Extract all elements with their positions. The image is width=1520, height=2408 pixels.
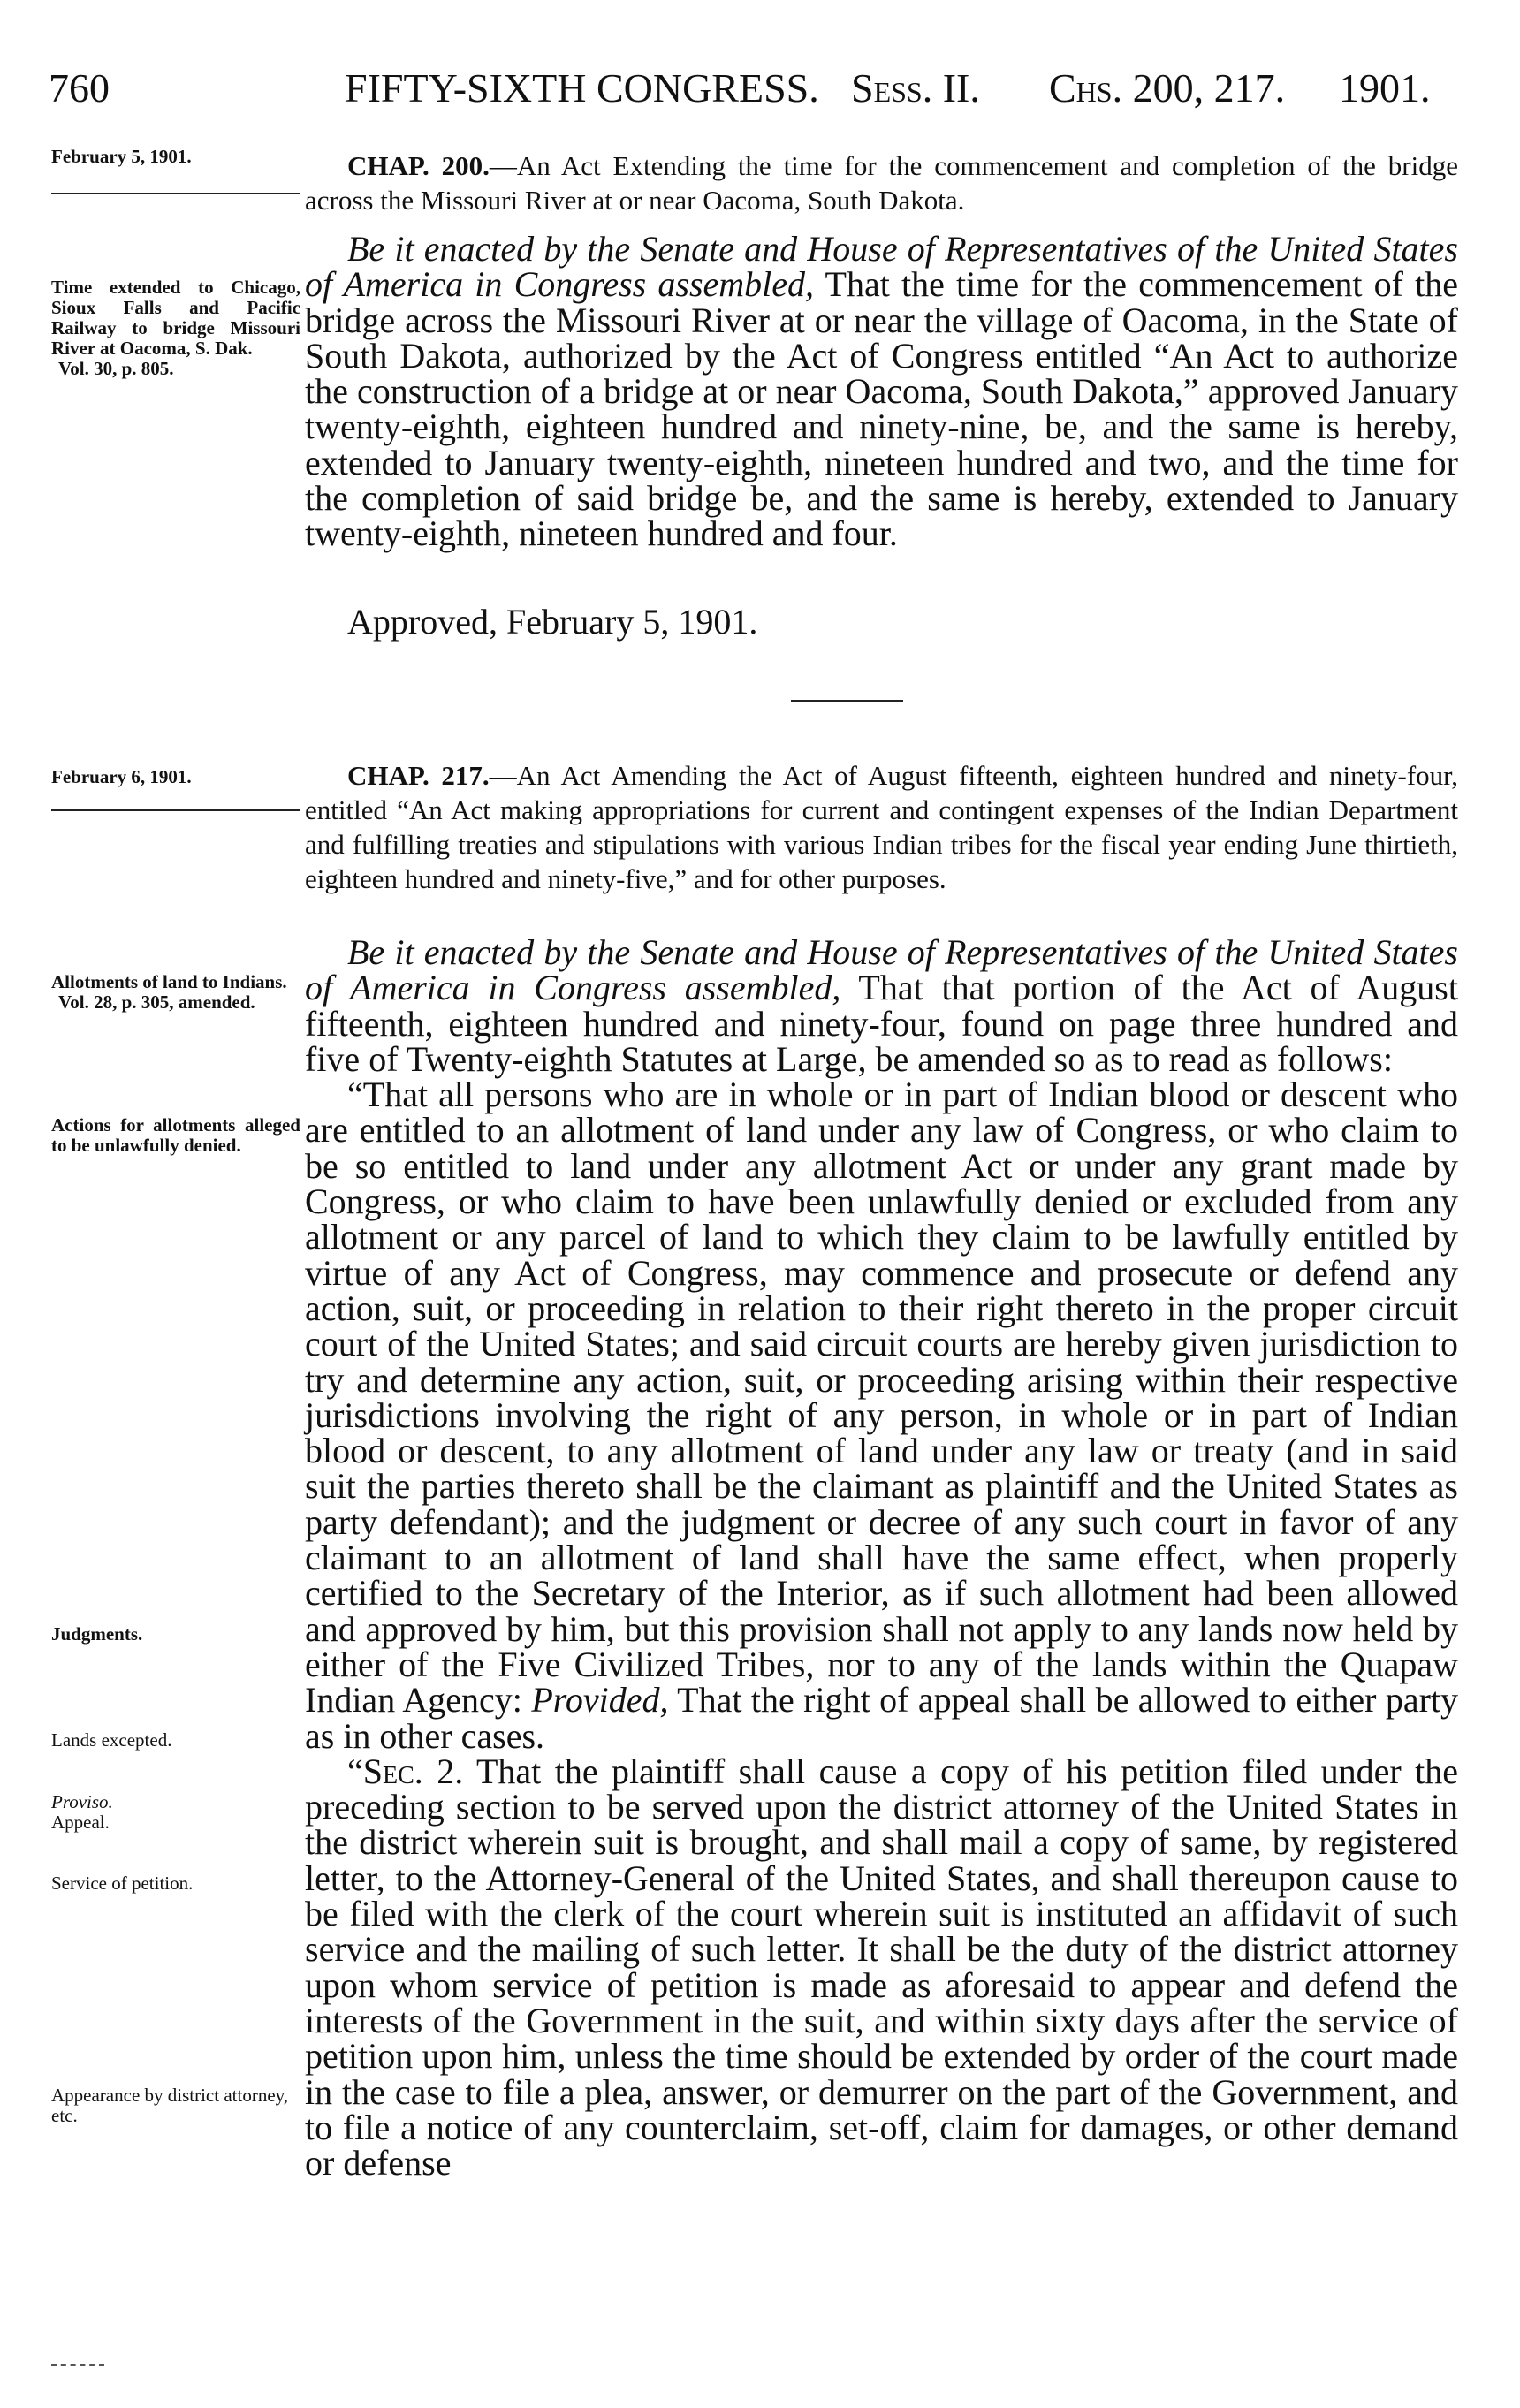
note-service [51,1873,300,1894]
note-proviso-text: Proviso. [51,1791,113,1812]
chap200-body [305,229,1458,554]
congress-title: FIFTY-SIXTH CONGRESS. [345,65,819,110]
note-appearance [51,2085,300,2126]
proviso-word: Provided, [531,1680,669,1721]
chap217-body [305,932,1459,2184]
note-service-text: Service of petition. [51,1872,194,1894]
footer-mark [51,2364,104,2366]
page-number: 760 [49,65,110,110]
chap200-date: February 5, 1901. [51,146,192,167]
note-lands-excepted [51,1730,300,1751]
note-appearance-text: Appearance by district attorney, etc. [51,2085,289,2126]
chap217-enacting-clause: Be it enacted by the Senate and House of Representatives of the United States of America in Congress assembled, [305,932,1458,1008]
chap217-para1-a: “That all persons who are in whole or in part of Indian blood or descent who are entitled to an allotment of land under any law of Congress, or who claim to be so entitled to land under any allotment Act or under any grant made by Congress, or who claim to have been unlawfully denied or excluded from any allotment or any parcel of land to which they claim to be lawfully entitled by virtue of any Act of Congress, may commence and prosecute or defend any action, suit, or proceeding in relation to their right thereto in the proper circuit court of the United States; and said circuit courts are hereby given jurisdiction to try and determine any action, suit, or proceeding arising within their respective jurisdictions involving the right of any person, in whole or in part of Indian blood or descent, to any allotment of land under any law or treaty (and in said suit the parties thereto shall be the claimant as plaintiff and the United States as party defendant); and the judgment or decree of any such court in favor of any claimant to an allotment of land shall have the same effect, when properly certified to the Secretary of the Interior, as if such allotment had been allowed and approved by him, but this provision shall not apply to any lands now held by either of the Five Civilized Tribes, nor to any of the lands within the Quapaw Indian Agency: [305,1075,1458,1721]
chap200-margin-note: Time extended to Chicago, Sioux Falls and Pacific Railway to bridge Missouri River at Oacoma, S. Dak. [51,277,300,359]
chap200-date-rule [51,193,300,194]
chap200-title-text: —An Act Extending the time for the commencement and completion of the bridge across the Missouri River at or near Oacoma, South Dakota. [305,150,1458,216]
sec2-label: “Sec. 2. [347,1751,464,1791]
chap217-label: CHAP. 217. [347,760,490,791]
note-actions [51,1115,300,1156]
chap200-title [305,148,1458,217]
note-actions-text: Actions for allotments alleged to be unlawfully denied. [51,1114,300,1156]
chap217-title-text: —An Act Amending the Act of August fifteenth, eighteen hundred and ninety-four, entitled “An Act making appropriations for current and contingent expenses of the Indian Department and fulfilling treaties and stipulations with various Indian tribes for the fiscal year ending June thirtieth, eighteen hundred and ninety-five,” and for other purposes. [305,760,1458,894]
chap200-label: CHAP. 200. [347,150,490,181]
chap217-body-intro: That that portion of the Act of August fifteenth, eighteen hundred and ninety-four, found on page three hundred and five of Twenty-eighth Statutes at Large, be amended so as to read as follows: [305,968,1458,1079]
chap200-body-text: That the time for the commencement of the bridge across the Missouri River at or near the village of Oacoma, in the State of South Dakota, authorized by the Act of Congress entitled “An Act to authorize the construction of a bridge at or near Oacoma, South Dakota,” approved January twenty-eighth, eighteen hundred and ninety-nine, be, and the same is hereby, extended to January twenty-eighth, nineteen hundred and two, and the time for the completion of said bridge be, and the same is hereby, extended to January twenty-eighth, nineteen hundred and four. [305,264,1458,554]
section-divider [791,700,903,702]
note-allotments-text: Allotments of land to Indians. [51,971,287,992]
note-proviso [51,1792,300,1833]
chapters-label: Chs. 200, 217. [1049,65,1286,110]
year-label: 1901. [1339,65,1431,110]
chap217-title [305,758,1458,896]
chap200-approved: Approved, February 5, 1901. [347,602,758,642]
note-lands-excepted-text: Lands excepted. [51,1729,172,1751]
note-appeal-text: Appeal. [51,1812,110,1833]
chap200-margin [51,277,300,379]
session-label: Sess. II. [851,65,980,110]
chap200-enacting-clause: Be it enacted by the Senate and House of Representatives of the United States of America in Congress assembled, [305,229,1458,305]
chap200-margin-ref: Vol. 30, p. 805. [58,358,174,379]
chap217-date-rule [51,809,300,811]
running-header [49,62,1476,115]
note-allotments [51,972,300,1013]
chap217-para1-b: That the right of appeal shall be allowed to either party as in other cases. [305,1680,1459,1756]
chap217-date: February 6, 1901. [51,766,192,787]
note-judgments-text: Judgments. [51,1623,143,1645]
sec2-text: That the plaintiff shall cause a copy of his petition filed under the preceding section to be served upon the district attorney of the United States in the district wherein suit is brought, and shall mail a copy of same, by registered letter, to the Attorney-General of the United States, and shall thereupon cause to be filed with the clerk of the court wherein suit is instituted an affidavit of such service and the mailing of such letter. It shall be the duty of the district attorney upon whom service of petition is made as aforesaid to appear and defend the interests of the Government in the suit, and within sixty days after the service of petition upon him, unless the time should be extended by order of the court made in the case to file a plea, answer, or demurrer on the part of the Government, and to file a notice of any counterclaim, set-off, claim for damages, or other demand or defense [305,1751,1459,2184]
note-allotments-ref: Vol. 28, p. 305, amended. [58,991,255,1013]
note-judgments [51,1624,300,1645]
